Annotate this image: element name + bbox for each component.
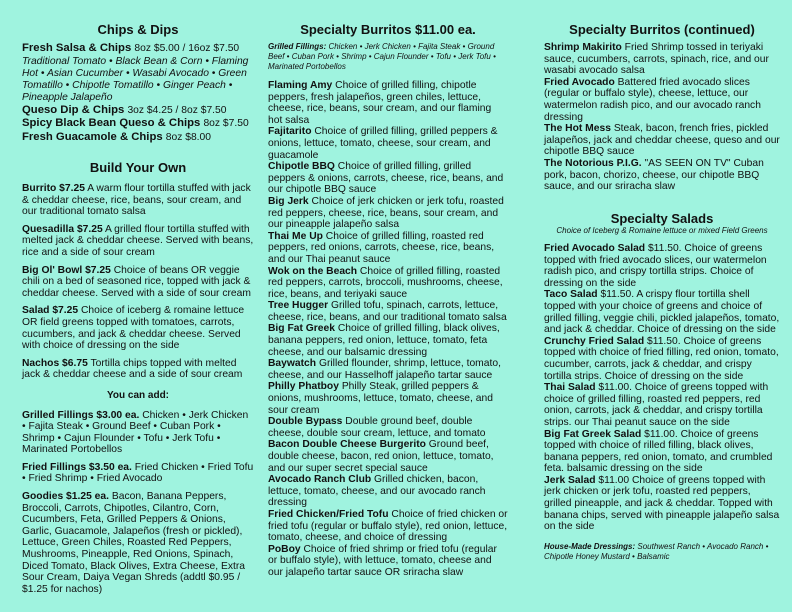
menu-item: Nachos $6.75 Tortilla chips topped with melted jack & cheddar cheese and a side of sour cream: [22, 357, 243, 381]
menu-item: Jerk Salad $11.00 Choice of greens topped with jerk chicken or jerk tofu, roasted red peppers, grilled pineapple, and jack & cheddar. Topped with banana chips, served with pineapple jalapeño salsa on the side: [544, 474, 780, 533]
build-heading: Build Your Own: [89, 160, 187, 175]
menu-item: PoBoy Choice of fried shrimp or fried tofu (regular or buffalo style), with lettuce, tomato, cheese and our jalapeño tartar sauce OR sriracha slaw: [268, 543, 497, 578]
chips-dips-heading: Chips & Dips: [97, 22, 179, 37]
menu-item: Big Ol' Bowl $7.25 Choice of beans OR veggie chili on a bed of seasoned rice, topped with jack & cheddar cheese. Served with a side of sour cream: [22, 264, 251, 299]
add-on-item: Grilled Fillings $3.00 ea. Chicken • Jerk Chicken • Fajita Steak • Ground Beef • Cuban Pork • Shrimp • Cajun Flounder • Tofu • Jerk Tofu • Marinated Portobellos: [22, 409, 249, 456]
menu-item: Burrito $7.25 A warm flour tortilla stuffed with jack & cheddar cheese, rice, beans, sour cream, and our traditional tomato salsa: [22, 183, 251, 218]
menu-item: The Hot Mess Steak, bacon, french fries, pickled jalapeños, jack and cheddar cheese, queso and our chipotle BBQ sauce: [544, 123, 780, 158]
specialty-salads-list: [544, 243, 780, 562]
specialty-continued-heading: Specialty Burritos (continued): [569, 22, 755, 37]
specialty-burritos-list: [268, 80, 508, 579]
menu-item: Fresh Salsa & Chips 8oz $5.00 / 16oz $7.50: [22, 42, 240, 54]
menu-item: Baywatch Grilled flounder, shrimp, lettuce, tomato, cheese, and our Hasselhoff jalapeño tartar sauce: [268, 358, 501, 381]
menu-item: Shrimp Makirito Fried Shrimp tossed in teriyaki sauce, cucumbers, carrots, spinach, rice, and our wasabi avocado salsa: [544, 42, 769, 77]
menu-item: Flaming Amy Choice of grilled filling, chipotle peppers, fresh jalapeños, green chiles, lettuce, cheese, rice, beans, sour cream, and our flaming hot salsa: [268, 80, 492, 126]
menu-item: Fajitarito Choice of grilled filling, grilled peppers & onions, lettuce, tomato, cheese, sour cream, and guacamole: [268, 126, 498, 161]
menu-item: Crunchy Fried Salad $11.50. Choice of greens topped with choice of fried filling, red onion, tomato, cucumber, carrots, jack & cheddar, and crispy tortilla strips. Choice of dressing on the side: [544, 335, 779, 382]
menu-item: Big Fat Greek Salad $11.00. Choice of greens topped with choice of rilled filling, black olives, banana peppers, red onion, tomato, and crumbled feta. balsamic dressing on the side: [544, 428, 773, 475]
menu-item: Big Jerk Choice of jerk chicken or jerk tofu, roasted red peppers, cheese, rice, beans, sour cream, and our pineapple jalapeño salsa: [268, 195, 504, 231]
salsa-flavors: Traditional Tomato • Black Bean & Corn • Flaming Hot • Asian Cucumber • Wasabi Avocado • Green Tomatillo • Chipotle Tomatillo • Ginger Peach • Pineapple Jalapeño: [22, 55, 249, 103]
add-on-item: Fried Fillings $3.50 ea. Fried Chicken • Fried Tofu • Fried Shrimp • Fried Avocado: [22, 461, 254, 485]
menu-item: Avocado Ranch Club Grilled chicken, bacon, lettuce, tomato, cheese, and our avocado ranch dressing: [268, 474, 486, 509]
salads-subtitle: Choice of Iceberg & Romaine lettuce or mixed Field Greens: [556, 226, 768, 235]
menu-item: Tree Hugger Grilled tofu, spinach, carrots, lettuce, cheese, rice, beans, and our traditional tomato salsa: [268, 300, 507, 323]
menu-item: Queso Dip & Chips 3oz $4.25 / 8oz $7.50: [22, 103, 227, 116]
menu-item: Big Fat Greek Choice of grilled filling, black olives, banana peppers, red onion, lettuce, tomato, feta cheese, and our balsamic dressing: [268, 323, 500, 358]
menu-item: Thai Me Up Choice of grilled filling, roasted red peppers, red onions, carrots, cheese, rice, beans, and our Thai peanut sauce: [268, 230, 495, 265]
menu-item: Fresh Guacamole & Chips 8oz $8.00: [22, 130, 211, 143]
menu-item: Bacon Double Cheese Burgerito Ground beef, double cheese, bacon, red onion, lettuce, tomato, and our super secret special sauce: [268, 439, 494, 474]
menu-item: Salad $7.25 Choice of iceberg & romaine lettuce OR field greens topped with tomatoes, carrots, cucumbers, and jack & cheddar cheese. Served with choice of dressing on the side: [22, 305, 245, 352]
menu-item: Fried Avocado Salad $11.50. Choice of greens topped with fried avocado slices, our watermelon radish pico, and crispy tortilla strips. Choice of dressing on the side: [544, 243, 767, 289]
add-ons-heading: You can add:: [106, 389, 170, 401]
menu-item: Quesadilla $7.25 A grilled flour tortilla stuffed with melted jack & cheddar cheese. Served with beans, rice and a side of sour cream: [22, 223, 254, 258]
menu-item: Fried Chicken/Fried Tofu Choice of fried chicken or fried tofu (regular or buffalo style), red onion, lettuce, tomato, cheese, and choice of dressing: [268, 508, 508, 544]
menu-item: Chipotle BBQ Choice of grilled filling, grilled peppers & onions, carrots, cheese, rice, beans, and our chipotle BBQ sauce: [268, 161, 504, 196]
house-dressings-note: House-Made Dressings: Southwest Ranch • Avocado Ranch • Chipotle Honey Mustard • Balsamic: [544, 541, 769, 561]
specialty-salads-heading: Specialty Salads: [610, 211, 714, 226]
menu-item: Double Bypass Double ground beef, double cheese, double sour cream, lettuce, and tomato: [268, 416, 486, 439]
menu-item: Philly Phatboy Philly Steak, grilled peppers & onions, mushrooms, lettuce, tomato, cheese, and sour cream: [268, 381, 493, 416]
menu-item: The Notorious P.I.G. "AS SEEN ON TV" Cuban pork, bacon, chorizo, cheese, our chipotle BBQ sauce, and our sriracha slaw: [544, 157, 764, 193]
specialty-burritos-heading: Specialty Burritos $11.00 ea.: [300, 22, 476, 37]
menu-item: Fried Avocado Battered fried avocado slices (regular or buffalo style), cheese, lettuce, our watermelon radish pico, and our avocado ranch dressing: [544, 76, 761, 123]
menu-item: Taco Salad $11.50. A crispy flour tortilla shell topped with your choice of greens and choice of grilled filling, veggie chili, pickled jalapeños, tomato, and jack & cheddar. Choice of dressing on the side: [544, 289, 780, 336]
build-list: [22, 183, 254, 595]
menu-item: Thai Salad $11.00. Choice of greens topped with choice of grilled filling, roasted red peppers, red onion, carrots, jack & cheddar, and crispy tortilla strips. our Thai peanut sauce on the side: [544, 382, 769, 428]
menu-item: Wok on the Beach Choice of grilled filling, roasted red peppers, carrots, broccoli, mushrooms, cheese, rice, beans, and teriyaki sauce: [268, 265, 503, 300]
specialty-continued-list: [544, 42, 780, 193]
chips-dips-list: [22, 42, 254, 144]
add-on-item: Goodies $1.25 ea. Bacon, Banana Peppers, Broccoli, Carrots, Chipotles, Cilantro, Corn, Cucumbers, Feta, Grilled Peppers & Onions, Garlic, Guacamole, Jalapeños (fresh or pickled), Lettuce, Green Chiles, Roasted Red Peppers, Mushrooms, Pineapple, Red Onions, Spinach, Diced Tomato, Black Olives, Extra Cheese, Extra Sour Cream, Daiya Vegan Shreds (addtl $0.95 / $1.25 for nachos): [22, 491, 245, 595]
menu-item: Spicy Black Bean Queso & Chips 8oz $7.50: [22, 117, 249, 129]
grilled-fillings-note: Grilled Fillings: Chicken • Jerk Chicken • Fajita Steak • Ground Beef • Cuban Pork • Shrimp • Cajun Flounder • Tofu • Jerk Tofu • Marinated Portobellos: [268, 42, 496, 71]
